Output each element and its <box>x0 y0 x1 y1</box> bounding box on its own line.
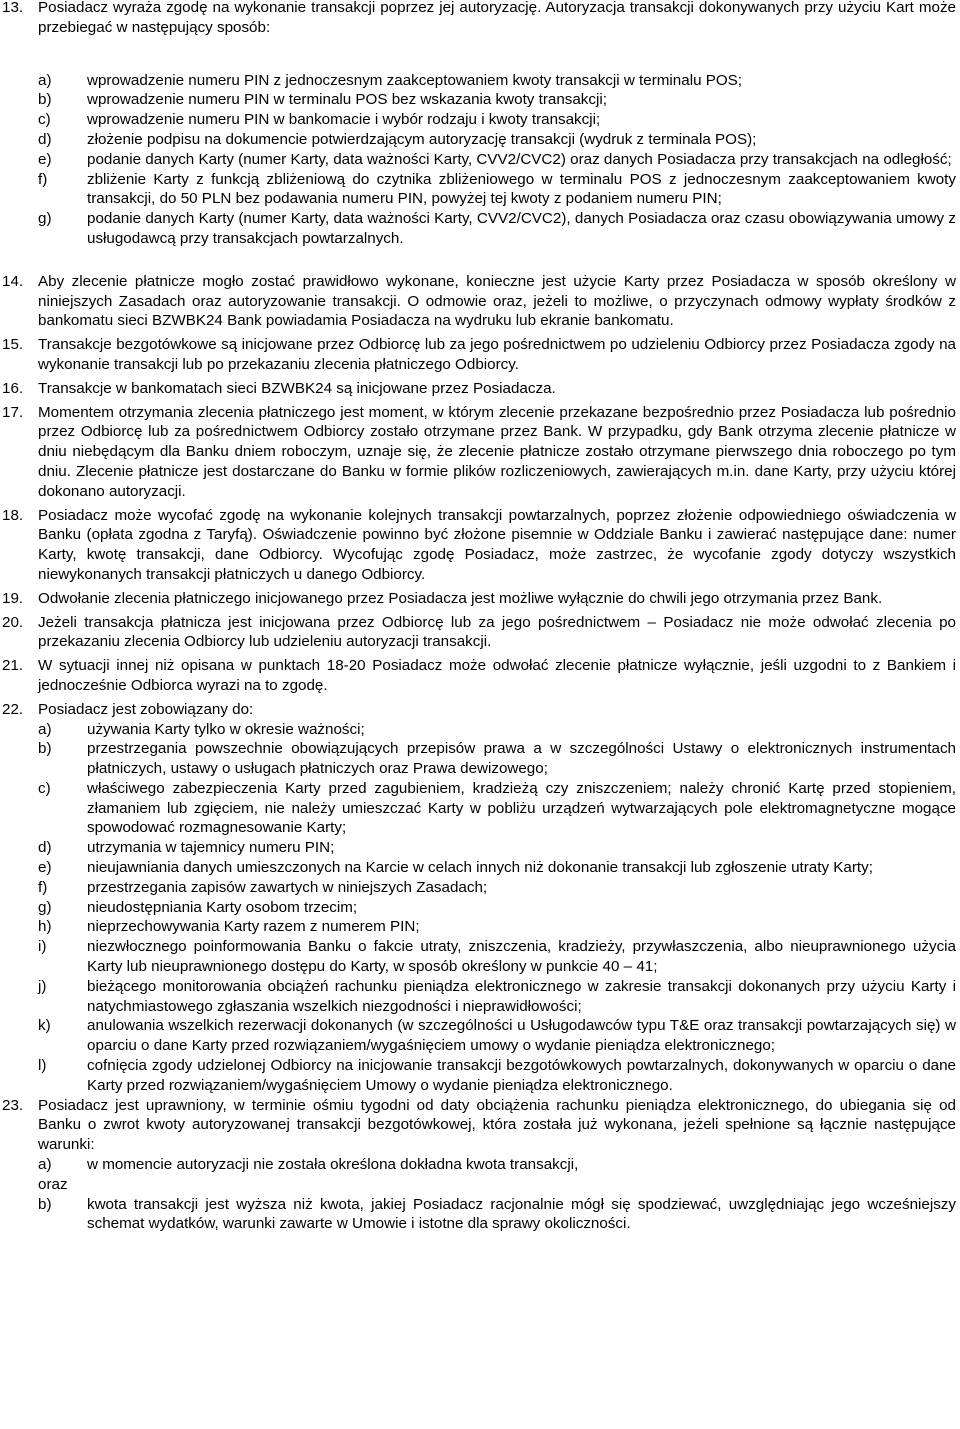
list-item <box>38 858 956 878</box>
list-item-label: k) <box>38 1017 51 1035</box>
list-item-text: przestrzegania zapisów zawartych w niniejszych Zasadach; <box>87 878 488 896</box>
list-item <box>38 90 956 110</box>
list-item-label: b) <box>38 740 52 758</box>
list-item <box>38 170 956 210</box>
list-item-text: nieprzechowywania Karty razem z numerem PIN; <box>87 918 420 936</box>
paragraph-number: 21. <box>2 657 24 675</box>
list-item <box>38 130 956 150</box>
list-item-label: f) <box>38 170 48 188</box>
list-item-text: właściwego zabezpieczenia Karty przed zagubieniem, kradzieżą czy zniszczeniem; należy chronić Kartę przed stopieniem, złamaniem lub zgięciem, nie należy umieszczać Karty w pobliżu urządzeń wytwarzających pole elektromagnetyczne mogące spowodować rozmagnesowanie Karty; <box>87 779 956 837</box>
paragraph-15 <box>2 335 956 375</box>
list-item <box>38 898 956 918</box>
list-item-label: e) <box>38 859 52 877</box>
list-item-text: bieżącego monitorowania obciążeń rachunku pieniądza elektronicznego w zakresie transakcji dokonanych przy użyciu Karty i natychmiastowego zgłaszania wszelkich niezgodności i nieprawidłowości; <box>87 977 956 1015</box>
list-item-label: d) <box>38 130 52 148</box>
paragraph-intro: Posiadacz wyraża zgodę na wykonanie transakcji poprzez jej autoryzację. Autoryzacja transakcji dokonywanych przy użyciu Kart może przebiegać w następujący sposób: <box>38 0 956 36</box>
paragraph-number: 17. <box>2 403 24 421</box>
connector-text: oraz <box>38 1175 68 1193</box>
paragraph-intro: Posiadacz jest uprawniony, w terminie ośmiu tygodni od daty obciążenia rachunku pieniądza elektronicznego, do ubiegania się od Banku o zwrot kwoty autoryzowanej transakcji bezgotówkowej, która została już wykonana, jeżeli spełnione są łącznie następujące warunki: <box>38 1096 956 1154</box>
list-item-text: niezwłocznego poinformowania Banku o fakcie utraty, zniszczenia, kradzieży, przywłaszczenia, albo nieuprawnionego użycia Karty lub nieuprawnionego dostępu do Karty, w sposób określony w punkcie 40 – 41; <box>87 938 956 976</box>
paragraph-number: 20. <box>2 613 24 631</box>
paragraph-text: Posiadacz może wycofać zgodę na wykonanie kolejnych transakcji powtarzalnych, poprzez złożenie odpowiedniego oświadczenia w Banku (opłata zgodna z Taryfą). Oświadczenie powinno być złożone pisemnie w Oddziale Banku i zawierać następujące dane: numer Karty, kwotę transakcji, dane Odbiorcy. Wycofując zgodę Posiadacz, może zastrzec, że wycofanie zgody dotyczy wszystkich niewykonanych transakcji płatniczych u danego Odbiorcy. <box>38 506 956 583</box>
list-item <box>38 917 956 937</box>
paragraph-text: Jeżeli transakcja płatnicza jest inicjowana przez Odbiorcę lub za jego pośrednictwem – Posiadacz nie może odwołać zlecenia po przekazaniu zlecenia Odbiorcy lub udzieleniu autoryzacji transakcji. <box>38 613 956 651</box>
list-item-text: podanie danych Karty (numer Karty, data ważności Karty, CVV2/CVC2), danych Posiadacza oraz czasu obowiązywania umowy z usługodawcą przy transakcjach powtarzalnych. <box>87 210 956 247</box>
list-item-text: przestrzegania powszechnie obowiązujących przepisów prawa a w szczególności Ustawy o elektronicznych instrumentach płatniczych, ustawy o usługach płatniczych oraz Prawa dewizowego; <box>87 740 956 778</box>
list-item-label: c) <box>38 779 51 797</box>
list-item-label: a) <box>38 71 52 89</box>
paragraph-17 <box>2 403 956 502</box>
list-item <box>38 720 956 740</box>
paragraph-intro: Posiadacz jest zobowiązany do: <box>38 700 254 718</box>
paragraph-number: 15. <box>2 336 24 354</box>
paragraph-13 <box>2 0 956 40</box>
list-item-text: używania Karty tylko w okresie ważności; <box>87 720 365 738</box>
list-item-label: e) <box>38 150 52 168</box>
list-item <box>38 739 956 779</box>
paragraph-text: Momentem otrzymania zlecenia płatniczego jest moment, w którym zlecenie przekazane bezpośrednio przez Posiadacza lub pośrednio przez Odbiorcę lub za pośrednictwem Odbiorcy zostało otrzymane przez Bank. W przypadku, gdy Bank otrzyma zlecenie płatnicze w dniu niebędącym dla Banku dniem roboczym, uznaje się, że zlecenie płatnicze zostało otrzymane pierwszego dnia roboczego po tym dniu. Zlecenie płatnicze jest dostarczane do Banku w formie plików rozliczeniowych, zawierających m.in. dane Karty, przy użyciu której dokonano autoryzacji. <box>38 403 956 500</box>
list-item-label: d) <box>38 839 52 857</box>
list-item-label: b) <box>38 91 52 109</box>
list-item-text: złożenie podpisu na dokumencie potwierdzającym autoryzację transakcji (wydruk z terminala POS); <box>87 130 757 148</box>
paragraph-19 <box>2 589 956 609</box>
list-item-label: i) <box>38 938 47 956</box>
paragraph-number: 14. <box>2 272 24 290</box>
list-item-text: nieudostępniania Karty osobom trzecim; <box>87 898 358 916</box>
list-item <box>38 150 956 170</box>
paragraph-text: W sytuacji innej niż opisana w punktach 18-20 Posiadacz może odwołać zlecenie płatnicze wyłącznie, jeśli uzgodni to z Bankiem i jednocześnie Odbiorca wyrazi na to zgodę. <box>38 657 956 694</box>
list-item-text: podanie danych Karty (numer Karty, data ważności Karty, CVV2/CVC2) oraz danych Posiadacza przy transakcjach na odległość; <box>87 150 952 168</box>
list-item-label: h) <box>38 918 52 936</box>
list-item-label: g) <box>38 898 52 916</box>
list-item <box>38 209 956 249</box>
paragraph-16 <box>2 379 956 399</box>
list-item-text: anulowania wszelkich rezerwacji dokonanych (w szczególności u Usługodawców typu T&E oraz transakcji powtarzających się) w oparciu o dane Karty przed rozwiązaniem/wygaśnięciem umowy o wydanie pieniądza elektronicznego; <box>87 1017 956 1055</box>
paragraph-number: 22. <box>2 700 24 718</box>
paragraph-number: 13. <box>2 0 24 16</box>
list-item-label: f) <box>38 878 48 896</box>
list-item-label: c) <box>38 111 51 129</box>
list-item <box>38 838 956 858</box>
list-item-label: g) <box>38 210 52 228</box>
list-item <box>38 779 956 838</box>
paragraph-number: 23. <box>2 1096 24 1114</box>
list-item-text: kwota transakcji jest wyższa niż kwota, jakiej Posiadacz racjonalnie mógł się spodziewać, uwzględniając jego wcześniejszy schemat wydatków, warunki zawarte w Umowie i istotne dla sprawy okoliczności. <box>87 1195 956 1233</box>
list-item-text: utrzymania w tajemnicy numeru PIN; <box>87 839 335 857</box>
paragraph-text: Transakcje bezgotówkowe są inicjowane przez Odbiorcę lub za jego pośrednictwem po udzieleniu Odbiorcy przez Posiadacza zgody na wykonanie transakcji lub po przekazaniu zlecenia płatniczego Odbiorcy. <box>38 336 956 373</box>
paragraph-number: 19. <box>2 589 24 607</box>
paragraph-23 <box>2 1096 956 1155</box>
paragraph-22 <box>2 700 956 720</box>
list-item-label: l) <box>38 1057 47 1075</box>
paragraph-text: Aby zlecenie płatnicze mogło zostać prawidłowo wykonane, konieczne jest użycie Karty przez Posiadacza w sposób określony w niniejszych Zasadach oraz autoryzowanie transakcji. O odmowie oraz, jeżeli to możliwe, o przyczynach odmowy wypłaty środków z bankomatu sieci BZWBK24 Bank powiadamia Posiadacza na wydruku lub ekranie bankomatu. <box>38 272 956 330</box>
list-item <box>38 110 956 130</box>
list-item <box>38 1056 956 1096</box>
list-item <box>38 977 956 1017</box>
list-item <box>38 878 956 898</box>
list-item-text: cofnięcia zgody udzielonej Odbiorcy na inicjowanie transakcji bezgotówkowych powtarzalnych, dokonywanych w oparciu o dane Karty przed rozwiązaniem/wygaśnięciem Umowy o wydanie pieniądza elektronicznego. <box>87 1057 956 1094</box>
paragraph-number: 18. <box>2 506 24 524</box>
list-item-text: zbliżenie Karty z funkcją zbliżeniową do czytnika zbliżeniowego w terminalu POS z jednoczesnym zaakceptowaniem kwoty transakcji, do 50 PLN bez podawania numeru PIN, powyżej tej kwoty z podaniem numeru PIN; <box>87 170 956 208</box>
list-item-label: j) <box>38 977 47 995</box>
list-item-text: nieujawniania danych umieszczonych na Karcie w celach innych niż dokonanie transakcji lub zgłoszenie utraty Karty; <box>87 859 873 877</box>
paragraph-text: Odwołanie zlecenia płatniczego inicjowanego przez Posiadacza jest możliwe wyłącznie do chwili jego otrzymania przez Bank. <box>38 589 883 607</box>
list-item <box>38 937 956 977</box>
paragraph-21 <box>2 656 956 696</box>
list-item-label: a) <box>38 720 52 738</box>
list-item-text: w momencie autoryzacji nie została określona dokładna kwota transakcji, <box>87 1156 579 1174</box>
paragraph-14 <box>2 272 956 331</box>
paragraph-20 <box>2 613 956 653</box>
list-item <box>38 1016 956 1056</box>
paragraph-text: Transakcje w bankomatach sieci BZWBK24 są inicjowane przez Posiadacza. <box>38 379 556 397</box>
paragraph-18 <box>2 506 956 585</box>
list-item-text: wprowadzenie numeru PIN w bankomacie i wybór rodzaju i kwoty transakcji; <box>87 111 601 129</box>
list-item-connector <box>38 1175 956 1195</box>
list-item <box>38 71 956 91</box>
paragraph-number: 16. <box>2 379 24 397</box>
list-item-text: wprowadzenie numeru PIN z jednoczesnym zaakceptowaniem kwoty transakcji w terminalu POS; <box>87 71 743 89</box>
list-item-label: b) <box>38 1195 52 1213</box>
list-item-label: a) <box>38 1156 52 1174</box>
list-item-text: wprowadzenie numeru PIN w terminalu POS bez wskazania kwoty transakcji; <box>87 91 607 109</box>
list-item <box>38 1155 956 1175</box>
list-item <box>38 1195 956 1235</box>
